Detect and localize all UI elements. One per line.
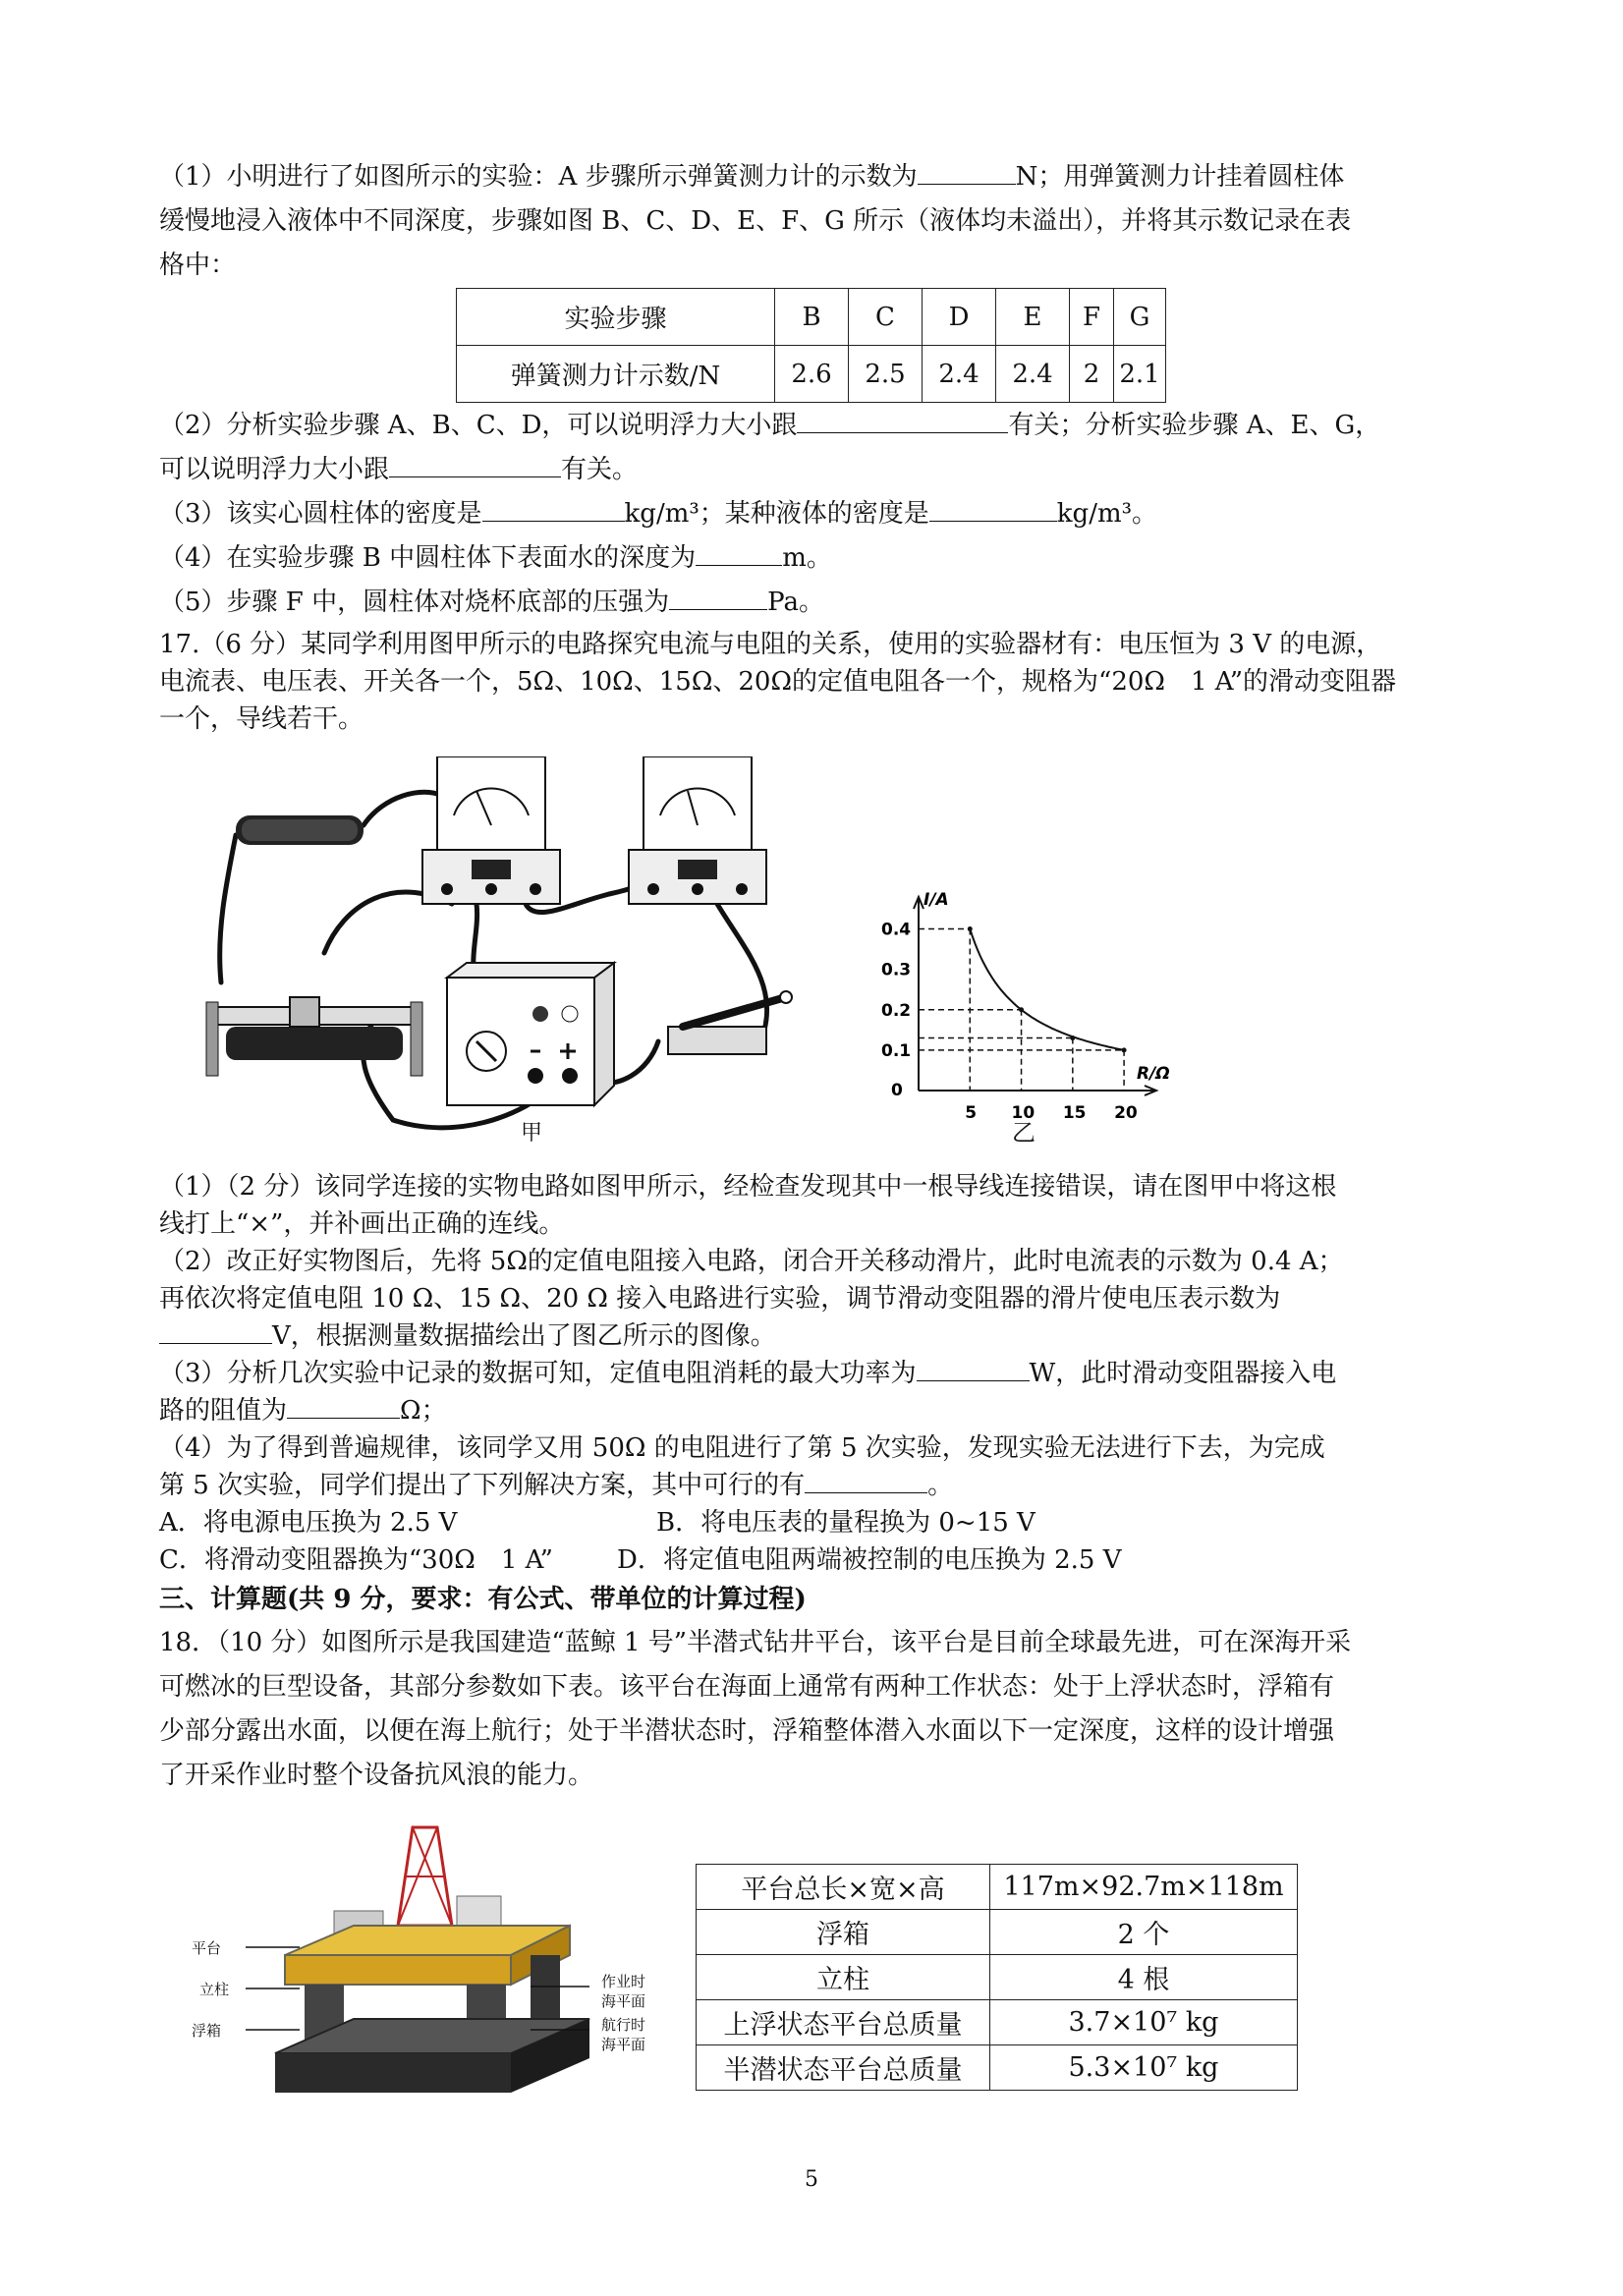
text: 有关；分析实验步骤 A、E、G， <box>1008 411 1381 440</box>
q18-line3: 少部分露出水面，以便在海上航行；处于半潜状态时，浮箱整体潜入水面以下一定深度，这样的设计增强 <box>159 1716 1335 1746</box>
q16-data-table <box>456 288 1166 403</box>
q17-part3-line2 <box>159 1393 447 1428</box>
text: 第 5 次实验，同学们提出了下列解决方案，其中可行的有 <box>159 1471 806 1500</box>
platform-leader-lines <box>226 1926 658 2063</box>
table-cell: 2 <box>1070 346 1114 403</box>
data-point <box>1070 1036 1075 1040</box>
label-pontoon: 浮箱 <box>192 2022 222 2040</box>
x-tick-label: 15 <box>1062 1103 1087 1123</box>
q16-part1-line3: 格中： <box>159 251 237 280</box>
q16-part4 <box>159 540 832 576</box>
text: m。 <box>782 543 832 573</box>
answer-blank[interactable] <box>389 453 561 477</box>
table-cell: 2.4 <box>923 346 996 403</box>
table-cell: C <box>849 289 923 346</box>
text: （4）在实验步骤 B 中圆柱体下表面水的深度为 <box>159 543 697 573</box>
table-cell: 上浮状态平台总质量 <box>697 2000 990 2045</box>
text: kg/m³；某种液体的密度是 <box>624 499 929 529</box>
answer-blank[interactable] <box>797 409 1008 433</box>
table-cell: 2.5 <box>849 346 923 403</box>
text: （3）该实心圆柱体的密度是 <box>159 499 482 529</box>
table-cell: 半潜状态平台总质量 <box>697 2045 990 2091</box>
answer-blank[interactable] <box>159 1319 272 1344</box>
table-cell: 浮箱 <box>697 1910 990 1955</box>
text: V，根据测量数据描绘出了图乙所示的图像。 <box>272 1321 776 1351</box>
q17-option-b: B．将电压表的量程换为 0~15 V <box>656 1508 1035 1538</box>
text: （5）步骤 F 中，圆柱体对烧杯底部的压强为 <box>159 588 670 617</box>
table-row <box>697 1910 1298 1955</box>
iv-chart-yi <box>874 889 1179 1125</box>
table-row <box>697 1865 1298 1910</box>
text: N；用弹簧测力计挂着圆柱体 <box>1015 162 1345 192</box>
table-cell: 立柱 <box>697 1955 990 2000</box>
q16-part1-line1 <box>159 159 1344 195</box>
table-cell: 5.3×10⁷ kg <box>990 2045 1298 2091</box>
q18-line2: 可燃冰的巨型设备，其部分参数如下表。该平台在海面上通常有两种工作状态：处于上浮状态时，浮箱有 <box>159 1672 1335 1702</box>
section-heading: 三、计算题(共 9 分，要求：有公式、带单位的计算过程) <box>159 1585 807 1614</box>
q17-part1-line2: 线打上“×”，并补画出正确的连线。 <box>159 1209 565 1239</box>
q17-option-d: D．将定值电阻两端被控制的电压换为 2.5 V <box>617 1545 1122 1575</box>
table-cell: 2.6 <box>775 346 849 403</box>
answer-blank[interactable] <box>929 497 1057 522</box>
y-tick-label: 0.3 <box>881 960 912 980</box>
table-row <box>457 346 1166 403</box>
table-cell: 3.7×10⁷ kg <box>990 2000 1298 2045</box>
q18-line1: 18．（10 分）如图所示是我国建造“蓝鲸 1 号”半潜式钻井平台，该平台是目前全球最先进，可在深海开采 <box>159 1628 1352 1657</box>
text: 路的阻值为 <box>159 1396 288 1426</box>
x-axis-label: R/Ω <box>1137 1064 1170 1084</box>
table-cell: 117m×92.7m×118m <box>990 1865 1298 1910</box>
wire <box>220 835 236 982</box>
y-axis-label: I/A <box>923 890 949 910</box>
text: 有关。 <box>561 455 639 484</box>
answer-blank[interactable] <box>917 1357 1030 1381</box>
label-work-sea-2: 海平面 <box>601 1992 646 2010</box>
y-tick-label: 0.4 <box>881 920 912 940</box>
table-cell: 2 个 <box>990 1910 1298 1955</box>
text: （1）小明进行了如图所示的实验：A 步骤所示弹簧测力计的示数为 <box>159 162 918 192</box>
data-point <box>1019 1007 1024 1012</box>
rheostat-lower <box>206 997 422 1076</box>
q17-part2-line3 <box>159 1318 776 1354</box>
figure-label-yi: 乙 <box>1012 1119 1035 1147</box>
q16-part3 <box>159 496 1157 532</box>
voltmeter <box>422 756 560 904</box>
label-sail-sea-2: 海平面 <box>601 2036 646 2053</box>
q17-option-c: C．将滑动变阻器换为“30Ω 1 A” <box>159 1545 553 1575</box>
data-point <box>1122 1047 1127 1052</box>
text: kg/m³。 <box>1056 499 1158 529</box>
power-supply <box>447 963 614 1105</box>
label-column: 立柱 <box>199 1981 230 1998</box>
origin-label: 0 <box>891 1081 903 1100</box>
y-tick-label: 0.2 <box>881 1000 912 1021</box>
q18-line4: 了开采作业时整个设备抗风浪的能力。 <box>159 1761 594 1790</box>
answer-blank[interactable] <box>669 586 767 610</box>
table-cell: F <box>1070 289 1114 346</box>
text: Ω； <box>400 1396 447 1426</box>
switch <box>668 991 792 1054</box>
q17-part2-line1: （2）改正好实物图后，先将 5Ω的定值电阻接入电路，闭合开关移动滑片，此时电流表的示数为 0.4 A； <box>159 1247 1344 1276</box>
page-number: 5 <box>805 2167 818 2192</box>
q17-part1-line1: （1）（2 分）该同学连接的实物电路如图甲所示，经检查发现其中一根导线连接错误，请在图甲中将这根 <box>159 1172 1337 1202</box>
label-work-sea-1: 作业时 <box>601 1973 646 1990</box>
table-cell: D <box>923 289 996 346</box>
answer-blank[interactable] <box>287 1394 400 1419</box>
wire <box>364 792 442 825</box>
table-cell: G <box>1114 289 1166 346</box>
table-cell: E <box>996 289 1070 346</box>
resistor-coil-upper <box>236 815 364 845</box>
q17-option-a: A．将电源电压换为 2.5 V <box>159 1508 458 1538</box>
q16-part5 <box>159 585 824 620</box>
q17-part4-line2 <box>159 1468 953 1503</box>
answer-blank[interactable] <box>482 497 625 522</box>
q17-intro-line1: 17.（6 分）某同学利用图甲所示的电路探究电流与电阻的关系，使用的实验器材有：电压恒为 3 V 的电源， <box>159 630 1382 659</box>
table-row <box>697 1955 1298 2000</box>
table-cell: 平台总长×宽×高 <box>697 1865 990 1910</box>
q17-part4-line1: （4）为了得到普遍规律，该同学又用 50Ω 的电阻进行了第 5 次实验，发现实验无法进行下去，为完成 <box>159 1433 1325 1463</box>
table-row <box>697 2045 1298 2091</box>
table-cell: 4 根 <box>990 1955 1298 2000</box>
label-platform: 平台 <box>192 1939 222 1957</box>
derrick <box>398 1827 452 1926</box>
y-tick-label: 0.1 <box>881 1040 912 1061</box>
x-tick-label: 20 <box>1114 1103 1138 1123</box>
table-cell: B <box>775 289 849 346</box>
q16-part2-line2 <box>159 452 638 487</box>
text: （3）分析几次实验中记录的数据可知，定值电阻消耗的最大功率为 <box>159 1359 917 1388</box>
circuit-figure-jia <box>196 756 825 1149</box>
q17-part2-line2: 再依次将定值电阻 10 Ω、15 Ω、20 Ω 接入电路进行实验，调节滑动变阻器的滑片使电压表示数为 <box>159 1284 1281 1314</box>
q17-part3-line1 <box>159 1356 1336 1391</box>
table-cell: 实验步骤 <box>457 289 775 346</box>
table-cell: 2.4 <box>996 346 1070 403</box>
q18-params-table <box>696 1864 1298 2091</box>
q17-intro-line2: 电流表、电压表、开关各一个，5Ω、10Ω、15Ω、20Ω的定值电阻各一个，规格为“20Ω 1 A”的滑动变阻器 <box>159 667 1397 697</box>
answer-blank[interactable] <box>918 160 1016 185</box>
text: （2）分析实验步骤 A、B、C、D，可以说明浮力大小跟 <box>159 411 798 440</box>
x-tick-label: 10 <box>1011 1103 1035 1123</box>
q16-part2-line1 <box>159 408 1380 443</box>
table-row <box>697 2000 1298 2045</box>
table-cell: 弹簧测力计示数/N <box>457 346 775 403</box>
table-cell: 2.1 <box>1114 346 1166 403</box>
text: 可以说明浮力大小跟 <box>159 455 390 484</box>
data-point <box>968 926 973 931</box>
table-row <box>457 289 1166 346</box>
text: 。 <box>927 1471 954 1500</box>
text: Pa。 <box>767 588 824 617</box>
figure-label-jia: 甲 <box>521 1121 543 1146</box>
answer-blank[interactable] <box>696 541 782 566</box>
ammeter <box>629 756 766 904</box>
q16-part1-line2: 缓慢地浸入液体中不同深度，步骤如图 B、C、D、E、F、G 所示（液体均未溢出），并将其示数记录在表 <box>159 206 1352 236</box>
series-line <box>970 929 1124 1050</box>
label-sail-sea-1: 航行时 <box>601 2016 646 2034</box>
answer-blank[interactable] <box>805 1469 927 1493</box>
text: W，此时滑动变阻器接入电 <box>1029 1359 1337 1388</box>
q17-intro-line3: 一个，导线若干。 <box>159 704 364 734</box>
x-tick-label: 5 <box>965 1103 978 1123</box>
